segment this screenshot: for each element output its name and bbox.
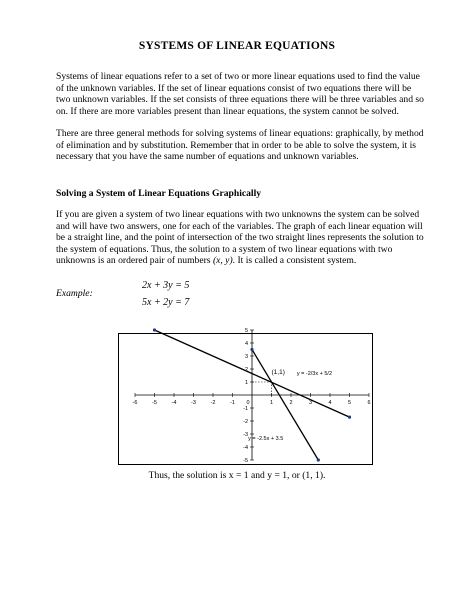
y-tick-label: -2 (243, 419, 248, 425)
x-tick-label: 0 (246, 400, 250, 406)
x-tick-label: -4 (171, 400, 177, 406)
intersection-label: (1,1) (271, 369, 285, 376)
y-tick-label: -4 (243, 445, 248, 451)
equation-1: 2x + 3y = 5 (142, 280, 190, 291)
solution-text: Thus, the solution is x = 1 and y = 1, or (1, 1). (148, 470, 326, 481)
ordered-pair: (x, y) (212, 255, 233, 267)
x-tick-label: -3 (191, 400, 196, 406)
x-tick-label: 4 (328, 400, 332, 406)
x-tick-label: -6 (132, 400, 138, 406)
x-tick-label: 5 (347, 400, 352, 406)
x-tick-label: -5 (152, 400, 157, 406)
x-tick-label: -2 (210, 400, 216, 406)
paragraph-text: If you are given a system of two linear equations with two unknowns the system can be solved and will have two answers, one for each of the variables. The graph of each linear equation will be a straight line, and the point of intersection of the two straight lines represents the solution to the system of equations. Thus, the solution to a system of two linear equations with two unknowns is an ordered pair of numbers (56, 209, 424, 267)
equation-2: 5x + 2y = 7 (142, 297, 190, 308)
x-tick-label: 2 (289, 400, 293, 406)
series-endpoint (348, 416, 351, 419)
methods-paragraph: There are three general methods for solving systems of linear equations: graphically, by method of elimination and by substitution. Remember that in order to be able to solve the system, it is necessary that you have the same number of equations and unknown variables. (56, 128, 424, 163)
intro-paragraph: Systems of linear equations refer to a set of two or more linear equations used to find the value of the unknown variables. If the set of linear equations consist of two equations there will be two unknown variables. If the set consists of three equations there will be three variables and so on. If there are more variables present than linear equations, the system cannot be solved. (56, 71, 424, 117)
y-tick-label: 4 (244, 341, 248, 347)
series-endpoint (250, 348, 253, 351)
y-tick-label: -1 (243, 406, 248, 412)
y-tick-label: -5 (243, 458, 248, 464)
series-endpoint (153, 328, 156, 331)
page-title: SYSTEMS OF LINEAR EQUATIONS (138, 40, 336, 52)
y-tick-label: -3 (243, 432, 248, 438)
x-tick-label: 3 (308, 400, 313, 406)
y-tick-label: 2 (244, 367, 248, 373)
example-label: Example: (56, 288, 93, 299)
y-tick-label: 1 (244, 380, 248, 386)
y-tick-label: 5 (244, 328, 248, 334)
paragraph-end: . It is called a consistent system. (232, 255, 357, 267)
x-tick-label: -1 (230, 400, 235, 406)
line1-label: y = -2/3x + 5/2 (296, 370, 333, 377)
y-tick-label: 3 (244, 354, 248, 360)
x-tick-label: 6 (367, 400, 371, 406)
x-tick-label: 1 (269, 400, 274, 406)
line2-label: y = -2.5x + 3.5 (248, 435, 284, 442)
graphical-method-paragraph (56, 209, 424, 267)
graph-frame (118, 328, 373, 465)
section-heading: Solving a System of Linear Equations Graphically (56, 188, 262, 199)
series-endpoint (317, 458, 320, 461)
linear-system-graph (119, 328, 372, 464)
